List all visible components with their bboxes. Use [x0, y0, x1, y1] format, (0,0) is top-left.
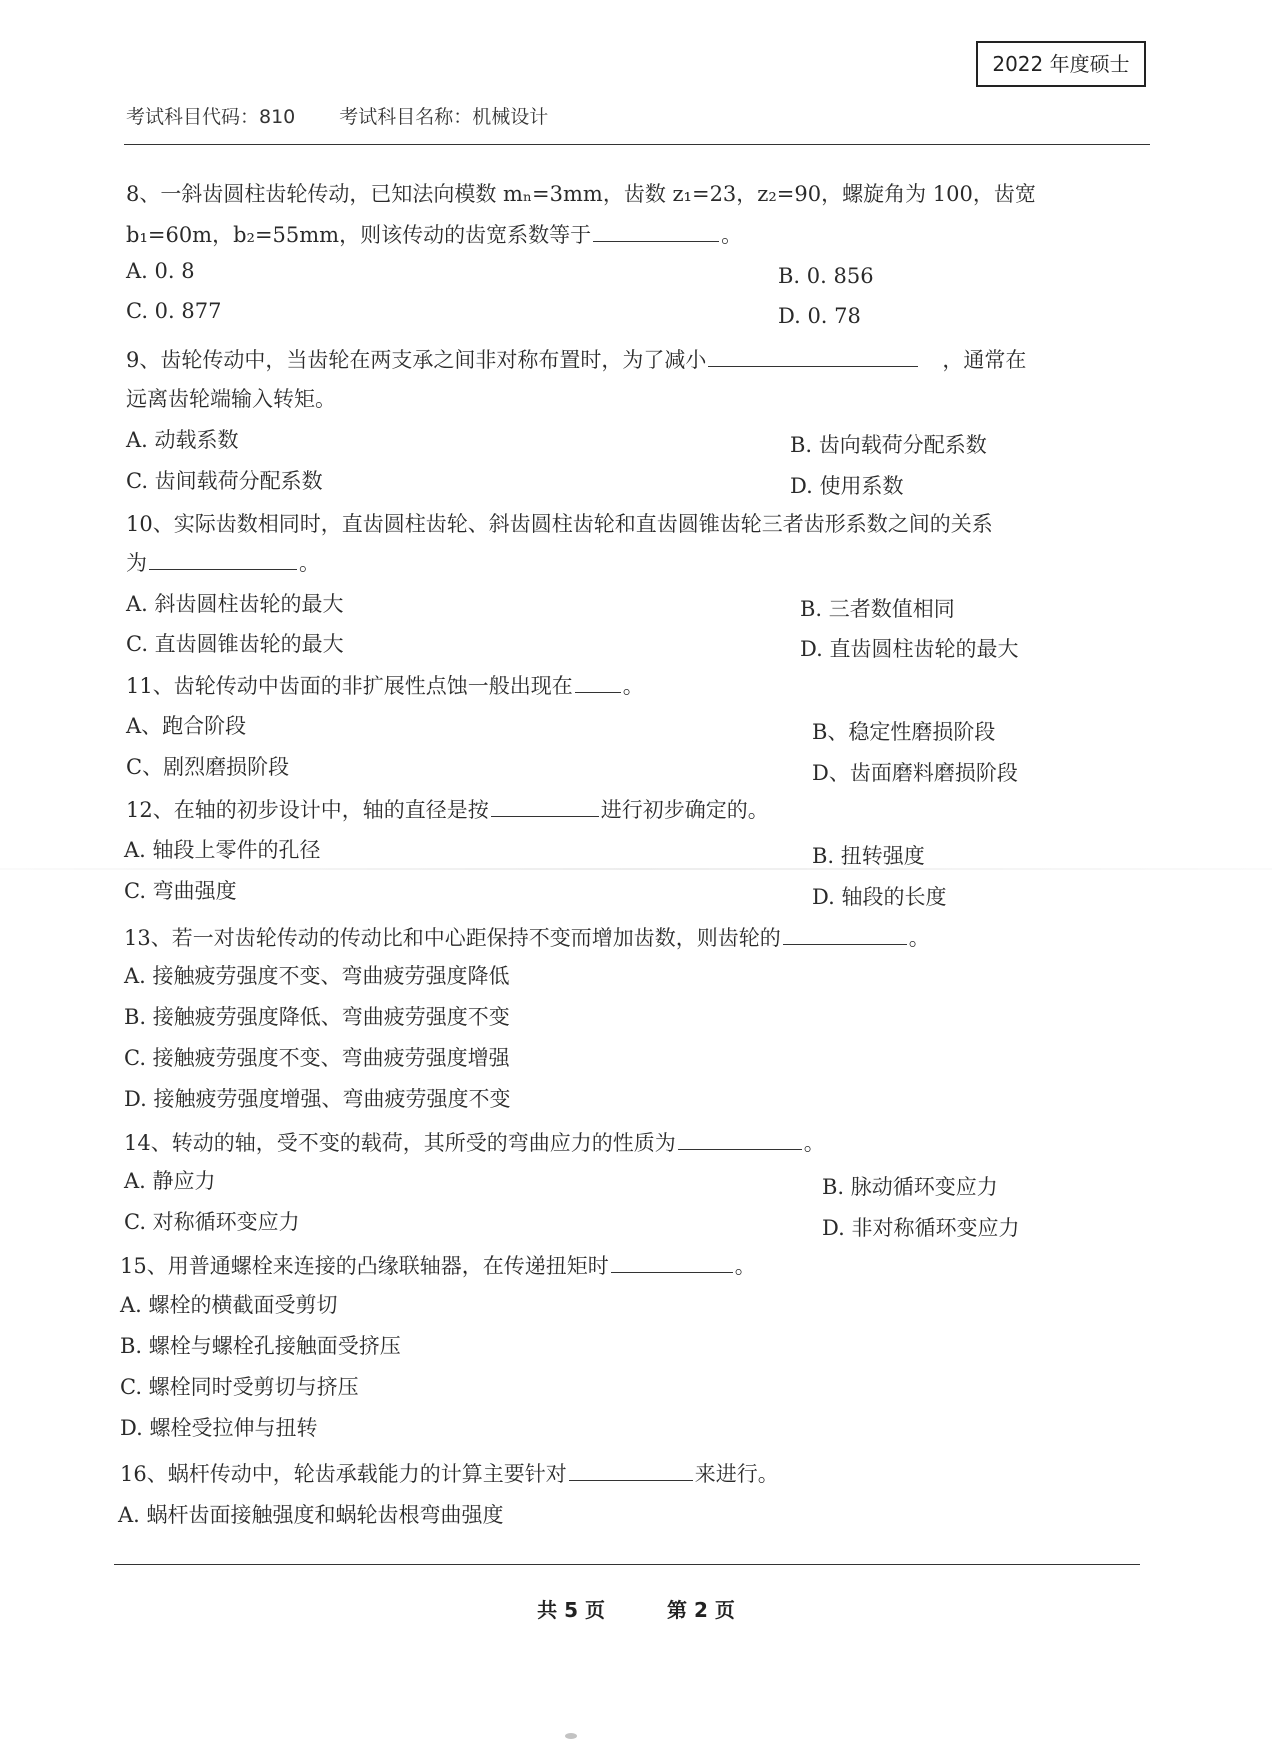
question-8-option-c: C. 0. 877 — [126, 299, 222, 323]
question-9-option-d: D. 使用系数 — [790, 474, 904, 498]
paper-crease — [0, 868, 1272, 870]
question-9-option-b: B. 齿向载荷分配系数 — [790, 433, 987, 457]
subject-code: 考试科目代码：810 — [126, 106, 296, 128]
question-8-period: 。 — [721, 223, 743, 247]
question-16-text-end: 来进行。 — [694, 1462, 779, 1486]
question-8-line-1: 8、一斜齿圆柱齿轮传动，已知法向模数 mₙ=3mm，齿数 z₁=23，z₂=90，螺旋角为 100，齿宽 — [126, 182, 1036, 206]
question-12-option-b: B. 扭转强度 — [812, 844, 925, 868]
question-9-option-a: A. 动载系数 — [126, 428, 239, 452]
question-12-line-1 — [126, 794, 769, 824]
answer-blank — [708, 365, 918, 367]
question-11-option-c: C、剧烈磨损阶段 — [126, 755, 290, 779]
answer-blank — [611, 1271, 733, 1273]
question-15-option-a: A. 螺栓的横截面受剪切 — [120, 1293, 338, 1317]
answer-blank — [783, 943, 907, 945]
question-10-option-b: B. 三者数值相同 — [800, 597, 955, 621]
question-12-option-d: D. 轴段的长度 — [812, 885, 947, 909]
question-13-option-c: C. 接触疲劳强度不变、弯曲疲劳强度增强 — [124, 1046, 510, 1070]
header-divider — [124, 144, 1150, 145]
question-10-text: 为 — [126, 551, 147, 575]
question-9-line-1 — [126, 344, 1026, 374]
question-8-text: b₁=60m，b₂=55mm，则该传动的齿宽系数等于 — [126, 223, 592, 247]
question-15-text: 15、用普通螺栓来连接的凸缘联轴器，在传递扭矩时 — [120, 1254, 609, 1278]
question-15-line-1 — [120, 1250, 756, 1280]
year-badge: 2022 年度硕士 — [976, 41, 1146, 87]
question-12-text: 12、在轴的初步设计中，轴的直径是按 — [126, 798, 489, 822]
question-16-text: 16、蜗杆传动中，轮齿承载能力的计算主要针对 — [120, 1462, 567, 1486]
question-13-option-b: B. 接触疲劳强度降低、弯曲疲劳强度不变 — [124, 1005, 510, 1029]
question-14-option-c: C. 对称循环变应力 — [124, 1210, 300, 1234]
question-14-text: 14、转动的轴，受不变的载荷，其所受的弯曲应力的性质为 — [124, 1131, 676, 1155]
subject-name: 考试科目名称：机械设计 — [339, 106, 549, 128]
scan-mark — [565, 1733, 577, 1739]
question-12-option-a: A. 轴段上零件的孔径 — [124, 838, 321, 862]
question-8-option-a: A. 0. 8 — [126, 259, 195, 283]
question-14-option-d: D. 非对称循环变应力 — [822, 1216, 1020, 1240]
question-10-option-c: C. 直齿圆锥齿轮的最大 — [126, 632, 344, 656]
question-16-option-a: A. 蜗杆齿面接触强度和蜗轮齿根弯曲强度 — [118, 1503, 504, 1527]
question-9-option-c: C. 齿间载荷分配系数 — [126, 469, 323, 493]
question-13-period: 。 — [908, 926, 930, 950]
question-12-option-c: C. 弯曲强度 — [124, 879, 237, 903]
question-10-line-1: 10、实际齿数相同时，直齿圆柱齿轮、斜齿圆柱齿轮和直齿圆锥齿轮三者齿形系数之间的关系 — [126, 512, 993, 536]
question-13-option-a: A. 接触疲劳强度不变、弯曲疲劳强度降低 — [124, 964, 510, 988]
question-12-text-end: 进行初步确定的。 — [600, 798, 769, 822]
question-13-text: 13、若一对齿轮传动的传动比和中心距保持不变而增加齿数，则齿轮的 — [124, 926, 781, 950]
question-8-line-2 — [126, 219, 742, 249]
question-11-option-b: B、稳定性磨损阶段 — [812, 720, 996, 744]
question-15-period: 。 — [734, 1254, 756, 1278]
question-10-line-2 — [126, 547, 320, 577]
total-pages: 共 5 页 — [537, 1598, 605, 1622]
question-10-option-a: A. 斜齿圆柱齿轮的最大 — [126, 592, 344, 616]
footer-divider — [114, 1564, 1140, 1565]
page-footer — [0, 1594, 1272, 1623]
question-11-option-a: A、跑合阶段 — [126, 714, 247, 738]
answer-blank — [593, 240, 719, 242]
question-15-option-b: B. 螺栓与螺栓孔接触面受挤压 — [120, 1334, 401, 1358]
question-13-line-1 — [124, 922, 930, 952]
question-14-option-a: A. 静应力 — [124, 1169, 216, 1193]
question-15-option-c: C. 螺栓同时受剪切与挤压 — [120, 1375, 359, 1399]
current-page: 第 2 页 — [667, 1598, 735, 1622]
answer-blank — [569, 1479, 693, 1481]
question-10-option-d: D. 直齿圆柱齿轮的最大 — [800, 637, 1019, 661]
question-11-period: 。 — [622, 674, 644, 698]
question-10-period: 。 — [299, 551, 320, 575]
question-9-text-end: ，通常在 — [942, 348, 1027, 372]
question-14-option-b: B. 脉动循环变应力 — [822, 1175, 998, 1199]
question-9-text: 9、齿轮传动中，当齿轮在两支承之间非对称布置时，为了减小 — [126, 348, 707, 372]
question-11-option-d: D、齿面磨料磨损阶段 — [812, 761, 1018, 785]
answer-blank — [491, 815, 599, 817]
answer-blank — [678, 1148, 802, 1150]
question-15-option-d: D. 螺栓受拉伸与扭转 — [120, 1416, 318, 1440]
answer-blank — [149, 568, 297, 570]
question-16-line-1 — [120, 1458, 779, 1488]
question-14-period: 。 — [803, 1131, 825, 1155]
question-8-option-b: B. 0. 856 — [778, 264, 874, 288]
answer-blank — [575, 691, 621, 693]
question-9-line-2: 远离齿轮端输入转矩。 — [126, 387, 336, 411]
question-13-option-d: D. 接触疲劳强度增强、弯曲疲劳强度不变 — [124, 1087, 511, 1111]
question-11-line-1 — [126, 670, 644, 700]
question-8-option-d: D. 0. 78 — [778, 304, 861, 328]
question-11-text: 11、齿轮传动中齿面的非扩展性点蚀一般出现在 — [126, 674, 573, 698]
question-14-line-1 — [124, 1127, 825, 1157]
exam-header — [126, 102, 548, 129]
